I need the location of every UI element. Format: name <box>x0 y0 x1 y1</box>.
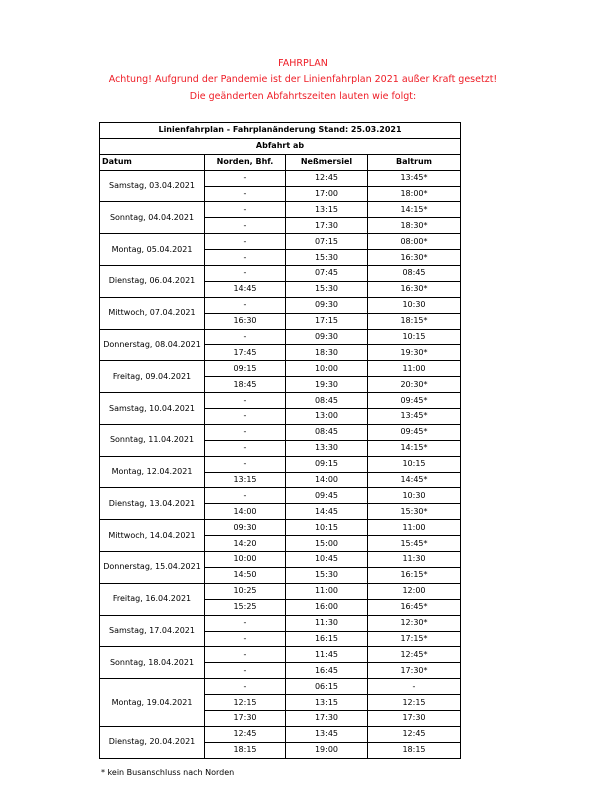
norden-time-cell: - <box>205 679 286 695</box>
norden-time-cell: 14:50 <box>205 567 286 583</box>
date-cell: Dienstag, 20.04.2021 <box>100 726 205 758</box>
norden-time-cell: - <box>205 393 286 409</box>
norden-time-cell: - <box>205 170 286 186</box>
norden-time-cell: - <box>205 329 286 345</box>
baltrum-time-cell: 18:15* <box>368 313 461 329</box>
date-cell: Samstag, 03.04.2021 <box>100 170 205 202</box>
nessmersiel-time-cell: 14:00 <box>286 472 368 488</box>
norden-time-cell: 10:00 <box>205 552 286 568</box>
nessmersiel-time-cell: 19:00 <box>286 742 368 758</box>
nessmersiel-time-cell: 18:30 <box>286 345 368 361</box>
date-cell: Montag, 19.04.2021 <box>100 679 205 727</box>
norden-time-cell: - <box>205 409 286 425</box>
baltrum-time-cell: 08:45 <box>368 266 461 282</box>
nessmersiel-time-cell: 09:45 <box>286 488 368 504</box>
table-row <box>100 329 461 345</box>
nessmersiel-time-cell: 15:30 <box>286 281 368 297</box>
timetable-title: Linienfahrplan - Fahrplanänderung Stand: 25.03.2021 <box>100 123 461 139</box>
norden-time-cell: - <box>205 488 286 504</box>
baltrum-time-cell: 10:15 <box>368 329 461 345</box>
nessmersiel-time-cell: 11:00 <box>286 583 368 599</box>
baltrum-time-cell: 17:30 <box>368 710 461 726</box>
baltrum-time-cell: 16:30* <box>368 250 461 266</box>
date-cell: Mittwoch, 14.04.2021 <box>100 520 205 552</box>
table-row <box>100 170 461 186</box>
notice-text: Die geänderten Abfahrtszeiten lauten wie folgt: <box>189 91 417 102</box>
nessmersiel-time-cell: 13:00 <box>286 409 368 425</box>
norden-time-cell: - <box>205 218 286 234</box>
nessmersiel-time-cell: 13:30 <box>286 440 368 456</box>
table-row <box>100 679 461 695</box>
table-row <box>100 456 461 472</box>
nessmersiel-time-cell: 13:45 <box>286 726 368 742</box>
baltrum-time-cell: 11:00 <box>368 520 461 536</box>
date-cell: Freitag, 09.04.2021 <box>100 361 205 393</box>
nessmersiel-time-cell: 08:45 <box>286 424 368 440</box>
baltrum-time-cell: 09:45* <box>368 393 461 409</box>
norden-time-cell: - <box>205 424 286 440</box>
norden-time-cell: - <box>205 202 286 218</box>
date-cell: Montag, 05.04.2021 <box>100 234 205 266</box>
table-row <box>100 520 461 536</box>
nessmersiel-time-cell: 17:00 <box>286 186 368 202</box>
norden-time-cell: - <box>205 631 286 647</box>
baltrum-time-cell: 11:30 <box>368 552 461 568</box>
nessmersiel-time-cell: 07:15 <box>286 234 368 250</box>
baltrum-time-cell: 10:30 <box>368 297 461 313</box>
baltrum-time-cell: 12:30* <box>368 615 461 631</box>
norden-time-cell: 15:25 <box>205 599 286 615</box>
nessmersiel-time-cell: 15:00 <box>286 536 368 552</box>
table-row <box>100 361 461 377</box>
norden-time-cell: - <box>205 234 286 250</box>
nessmersiel-time-cell: 08:45 <box>286 393 368 409</box>
nessmersiel-time-cell: 15:30 <box>286 567 368 583</box>
departure-header: Abfahrt ab <box>100 138 461 154</box>
baltrum-time-cell: 12:45* <box>368 647 461 663</box>
nessmersiel-time-cell: 07:45 <box>286 266 368 282</box>
nessmersiel-time-cell: 09:30 <box>286 297 368 313</box>
baltrum-time-cell: 16:45* <box>368 599 461 615</box>
baltrum-time-cell: 14:45* <box>368 472 461 488</box>
norden-time-cell: - <box>205 266 286 282</box>
column-header-nessmersiel: Neßmersiel <box>286 154 368 170</box>
nessmersiel-time-cell: 16:15 <box>286 631 368 647</box>
column-header-row <box>100 154 461 170</box>
norden-time-cell: 17:30 <box>205 710 286 726</box>
timetable <box>99 122 461 759</box>
nessmersiel-time-cell: 12:45 <box>286 170 368 186</box>
norden-time-cell: 12:15 <box>205 695 286 711</box>
table-row <box>100 297 461 313</box>
norden-time-cell: 10:25 <box>205 583 286 599</box>
nessmersiel-time-cell: 16:45 <box>286 663 368 679</box>
norden-time-cell: 12:45 <box>205 726 286 742</box>
nessmersiel-time-cell: 14:45 <box>286 504 368 520</box>
norden-time-cell: 13:15 <box>205 472 286 488</box>
date-cell: Sonntag, 18.04.2021 <box>100 647 205 679</box>
date-cell: Montag, 12.04.2021 <box>100 456 205 488</box>
table-row <box>100 615 461 631</box>
date-cell: Mittwoch, 07.04.2021 <box>100 297 205 329</box>
nessmersiel-time-cell: 17:30 <box>286 218 368 234</box>
baltrum-time-cell: 10:30 <box>368 488 461 504</box>
date-cell: Sonntag, 04.04.2021 <box>100 202 205 234</box>
baltrum-time-cell: 20:30* <box>368 377 461 393</box>
date-cell: Dienstag, 06.04.2021 <box>100 266 205 298</box>
nessmersiel-time-cell: 16:00 <box>286 599 368 615</box>
baltrum-time-cell: 17:30* <box>368 663 461 679</box>
baltrum-time-cell: 15:45* <box>368 536 461 552</box>
baltrum-time-cell: 17:15* <box>368 631 461 647</box>
baltrum-time-cell: 08:00* <box>368 234 461 250</box>
table-row <box>100 583 461 599</box>
nessmersiel-time-cell: 11:30 <box>286 615 368 631</box>
column-header-baltrum: Baltrum <box>368 154 461 170</box>
table-row <box>100 552 461 568</box>
norden-time-cell: 14:45 <box>205 281 286 297</box>
norden-time-cell: 18:45 <box>205 377 286 393</box>
norden-time-cell: - <box>205 615 286 631</box>
baltrum-time-cell: 12:45 <box>368 726 461 742</box>
norden-time-cell: - <box>205 663 286 679</box>
baltrum-time-cell: 18:15 <box>368 742 461 758</box>
nessmersiel-time-cell: 06:15 <box>286 679 368 695</box>
nessmersiel-time-cell: 17:30 <box>286 710 368 726</box>
baltrum-time-cell: 11:00 <box>368 361 461 377</box>
norden-time-cell: - <box>205 456 286 472</box>
nessmersiel-time-cell: 10:00 <box>286 361 368 377</box>
norden-time-cell: - <box>205 440 286 456</box>
date-cell: Dienstag, 13.04.2021 <box>100 488 205 520</box>
table-row <box>100 647 461 663</box>
baltrum-time-cell: 16:30* <box>368 281 461 297</box>
baltrum-time-cell: 14:15* <box>368 202 461 218</box>
nessmersiel-time-cell: 11:45 <box>286 647 368 663</box>
norden-time-cell: 18:15 <box>205 742 286 758</box>
norden-time-cell: 14:00 <box>205 504 286 520</box>
column-header-norden: Norden, Bhf. <box>205 154 286 170</box>
nessmersiel-time-cell: 19:30 <box>286 377 368 393</box>
date-cell: Sonntag, 11.04.2021 <box>100 424 205 456</box>
norden-time-cell: 09:30 <box>205 520 286 536</box>
table-row <box>100 266 461 282</box>
norden-time-cell: 14:20 <box>205 536 286 552</box>
nessmersiel-time-cell: 10:15 <box>286 520 368 536</box>
page-title: FAHRPLAN <box>278 58 328 69</box>
baltrum-time-cell: 12:15 <box>368 695 461 711</box>
nessmersiel-time-cell: 09:30 <box>286 329 368 345</box>
date-cell: Donnerstag, 08.04.2021 <box>100 329 205 361</box>
table-row <box>100 488 461 504</box>
nessmersiel-time-cell: 15:30 <box>286 250 368 266</box>
footnote: * kein Busanschluss nach Norden <box>101 768 235 777</box>
baltrum-time-cell: 15:30* <box>368 504 461 520</box>
baltrum-time-cell: 18:30* <box>368 218 461 234</box>
norden-time-cell: - <box>205 186 286 202</box>
date-cell: Freitag, 16.04.2021 <box>100 583 205 615</box>
norden-time-cell: 17:45 <box>205 345 286 361</box>
table-row <box>100 393 461 409</box>
norden-time-cell: 16:30 <box>205 313 286 329</box>
nessmersiel-time-cell: 09:15 <box>286 456 368 472</box>
norden-time-cell: - <box>205 647 286 663</box>
nessmersiel-time-cell: 13:15 <box>286 695 368 711</box>
baltrum-time-cell: 19:30* <box>368 345 461 361</box>
norden-time-cell: - <box>205 250 286 266</box>
table-row <box>100 726 461 742</box>
date-cell: Samstag, 10.04.2021 <box>100 393 205 425</box>
norden-time-cell: 09:15 <box>205 361 286 377</box>
date-cell: Samstag, 17.04.2021 <box>100 615 205 647</box>
pandemic-warning: Achtung! Aufgrund der Pandemie ist der Linienfahrplan 2021 außer Kraft gesetzt! <box>108 74 498 85</box>
baltrum-time-cell: 13:45* <box>368 409 461 425</box>
baltrum-time-cell: 13:45* <box>368 170 461 186</box>
table-row <box>100 234 461 250</box>
nessmersiel-time-cell: 17:15 <box>286 313 368 329</box>
baltrum-time-cell: 09:45* <box>368 424 461 440</box>
baltrum-time-cell: 10:15 <box>368 456 461 472</box>
norden-time-cell: - <box>205 297 286 313</box>
nessmersiel-time-cell: 10:45 <box>286 552 368 568</box>
baltrum-time-cell: 18:00* <box>368 186 461 202</box>
table-row <box>100 202 461 218</box>
baltrum-time-cell: 16:15* <box>368 567 461 583</box>
baltrum-time-cell: 12:00 <box>368 583 461 599</box>
table-row <box>100 424 461 440</box>
baltrum-time-cell: 14:15* <box>368 440 461 456</box>
date-cell: Donnerstag, 15.04.2021 <box>100 552 205 584</box>
column-header-date: Datum <box>100 154 205 170</box>
baltrum-time-cell: - <box>368 679 461 695</box>
nessmersiel-time-cell: 13:15 <box>286 202 368 218</box>
